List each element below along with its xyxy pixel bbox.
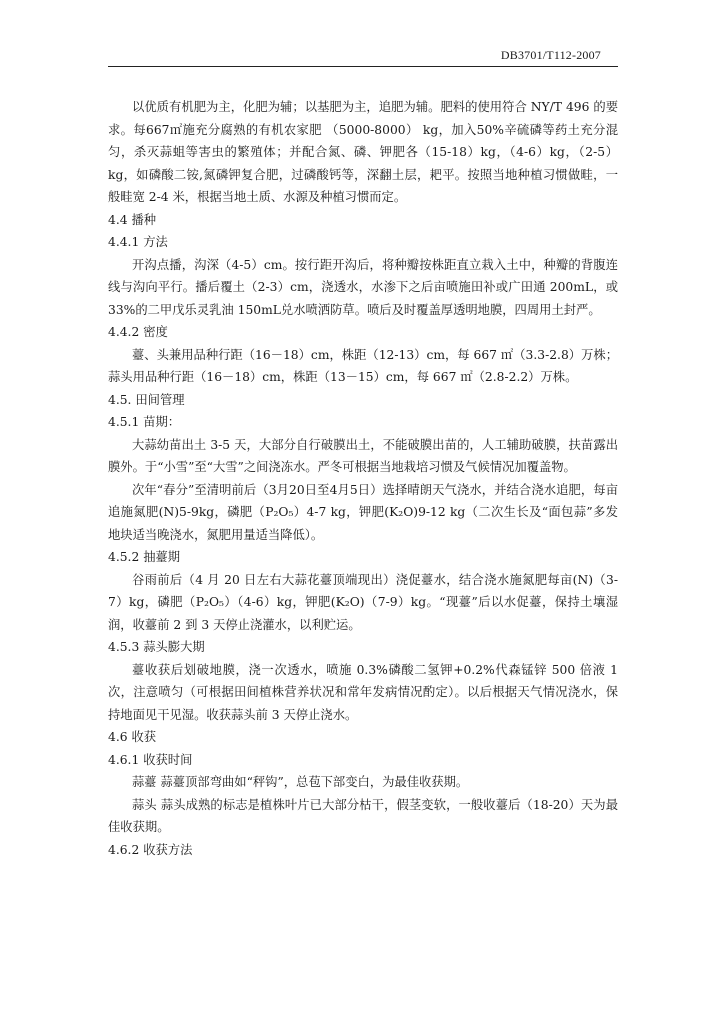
heading-4-6-1: 4.6.1 收获时间 [108, 752, 193, 767]
document-code: DB3701/T112-2007 [500, 48, 601, 62]
paragraph-density: 薹、头兼用品种行距（16－18）cm，株距（12-13）cm，每 667 ㎡（3.3-2.8）万株；蒜头用品种行距（16－18）cm，株距（13－15）cm，每 667 ㎡（2.8-2.2）万株。 [108, 347, 618, 384]
document-body [108, 96, 618, 861]
paragraph-fertilizer: 以优质有机肥为主，化肥为辅；以基肥为主，追肥为辅。肥料的使用符合 NY/T 496 的要求。每667㎡施充分腐熟的有机农家肥 （5000-8000） kg，加入50%辛硫磷等药土充分混匀，杀灭蒜蛆等害虫的繁殖体；并配合氮、磷、钾肥各（15-18）kg，（4-6）kg，（2-5）kg，如磷酸二铵,氮磷钾复合肥，过磷酸钙等，深翻土层，耙平。按照当地种植习惯做畦，一般畦宽 2-4 米，根据当地土质、水源及种植习惯而定。 [108, 100, 618, 204]
paragraph-bulb-harvest: 蒜头 蒜头成熟的标志是植株叶片已大部分枯干，假茎变软，一般收薹后（18-20）天为最佳收获期。 [108, 797, 618, 834]
heading-4-4-1: 4.4.1 方法 [108, 235, 168, 249]
paragraph-seedling: 大蒜幼苗出土 3-5 天，大部分自行破膜出土，不能破膜出苗的，人工辅助破膜，扶苗露出膜外。于“小雪”至“大雪”之间浇冻水。严冬可根据当地栽培习惯及气候情况加覆盖物。 [108, 437, 618, 474]
header-rule [108, 66, 618, 67]
paragraph-scape-harvest: 蒜薹 蒜薹顶部弯曲如“秤钩”，总苞下部变白，为最佳收获期。 [132, 775, 469, 789]
paragraph-spring-watering: 次年“春分”至清明前后（3月20日至4月5日）选择晴朗天气浇水，并结合浇水追肥，每亩追施氮肥(N)5-9kg，磷肥（P₂O₅）4-7 kg，钾肥(K₂O)9-12 kg（二次生长及“面包蒜”多发地块适当晚浇水，氮肥用量适当降低）。 [108, 482, 619, 542]
heading-4-5-1: 4.5.1 苗期： [108, 415, 181, 429]
heading-4-5-3: 4.5.3 蒜头膨大期 [108, 640, 205, 654]
paragraph-bulb-expansion: 薹收获后划破地膜，浇一次透水，喷施 0.3%磷酸二氢钾+0.2%代森锰锌 500 倍液 1 次，注意喷匀（可根据田间植株营养状况和常年发病情况酌定）。以后根据天气情况浇水，保持地面见干见湿。收获蒜头前 3 天停止浇水。 [108, 662, 618, 722]
paragraph-bolting: 谷雨前后（4 月 20 日左右大蒜花薹顶端现出）浇促薹水，结合浇水施氮肥每亩(N)（3-7）kg，磷肥（P₂O₅）（4-6）kg，钾肥(K₂O)（7-9）kg。“现薹”后以水促薹，保持土壤湿润，收薹前 2 到 3 天停止浇灌水，以利贮运。 [108, 572, 618, 632]
heading-4-5-2: 4.5.2 抽薹期 [108, 550, 181, 564]
heading-4-6-2: 4.6.2 收获方法 [108, 842, 193, 857]
heading-4-6: 4.6 收获 [108, 730, 157, 744]
paragraph-sowing-method: 开沟点播，沟深（4-5）cm。按行距开沟后，将种瓣按株距直立栽入土中，种瓣的背腹连线与沟向平行。播后覆土（2-3）cm，浇透水，水渗下之后亩喷施田补或广田通 200mL，或 33%的二甲戊乐灵乳油 150mL兑水喷洒防草。喷后及时覆盖厚透明地膜，四周用土封严。 [108, 257, 618, 317]
heading-4-5: 4.5. 田间管理 [108, 392, 185, 407]
heading-4-4: 4.4 播种 [108, 212, 157, 227]
heading-4-4-2: 4.4.2 密度 [108, 325, 168, 339]
